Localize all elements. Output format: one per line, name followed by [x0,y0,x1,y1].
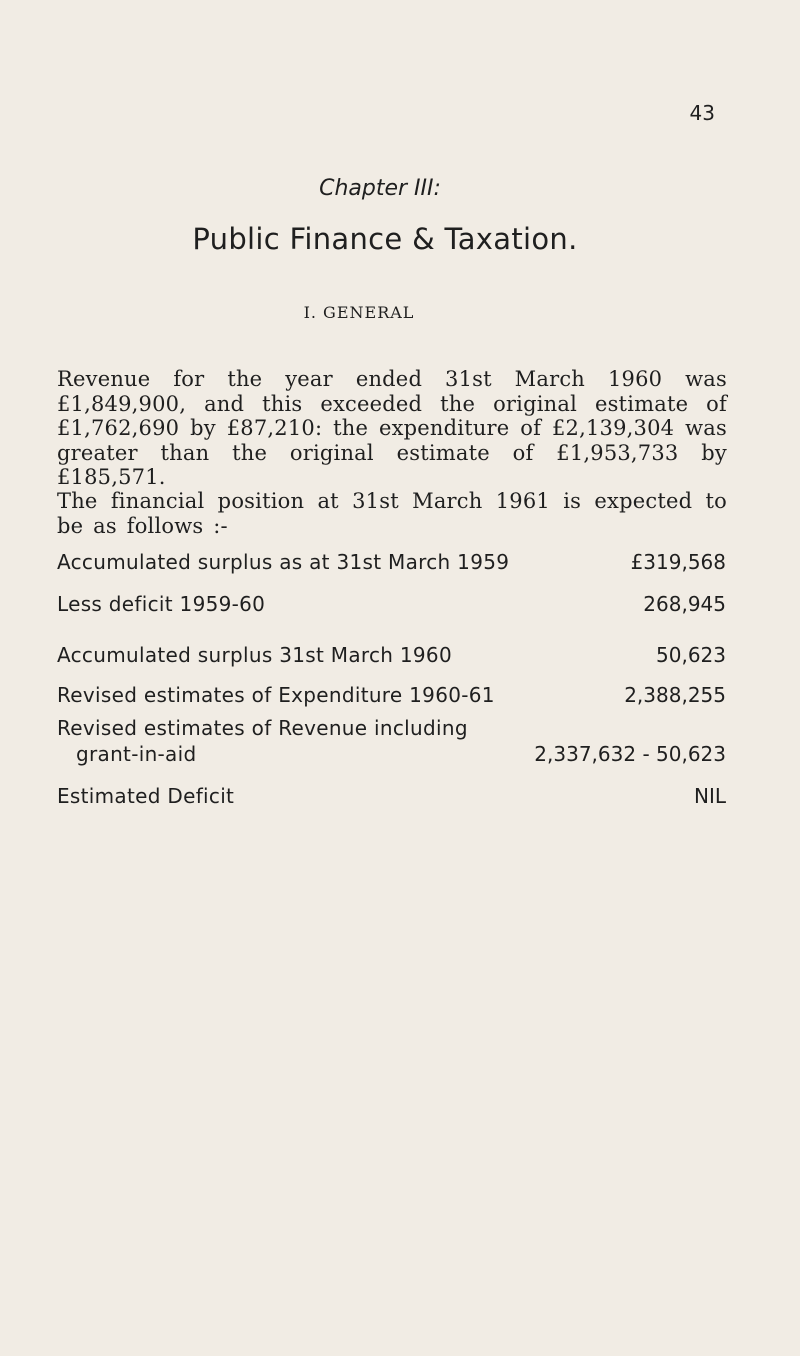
statement-label: Accumulated surplus as at 31st March 1959 [57,550,510,574]
statement-value: 268,945 [643,592,726,616]
financial-position-paragraph: The financial position at 31st March 1961 is expected to be as follows :- [57,489,727,538]
statement-label: Less deficit 1959-60 [57,592,266,616]
statement-label: Revised estimates of Expenditure 1960-61 [57,683,495,707]
statement-label: Estimated Deficit [57,784,235,808]
revenue-paragraph: Revenue for the year ended 31st March 1960 was £1,849,900, and this exceeded the original estimate of £1,762,690 by £87,210: the expenditure of £2,139,304 was greater than the original estimate of £1,953,733 by £185,571. [57,367,727,489]
statement-label-continuation: grant-in-aid [76,742,197,766]
statement-value: NIL [693,784,726,808]
page-number: 43 [689,101,715,125]
statement-value: 2,388,255 [624,683,726,707]
statement-label: Revised estimates of Revenue including [57,716,468,740]
statement-row [57,716,726,768]
section-heading: I. GENERAL [303,303,415,322]
statement-value: 50,623 [656,643,726,667]
statement-value: 2,337,632 - 50,623 [534,742,726,766]
page-title: Public Finance & Taxation. [192,222,578,256]
chapter-heading: Chapter III: [319,176,441,201]
statement-value: £319,568 [630,550,726,574]
statement-label: Accumulated surplus 31st March 1960 [57,643,452,667]
